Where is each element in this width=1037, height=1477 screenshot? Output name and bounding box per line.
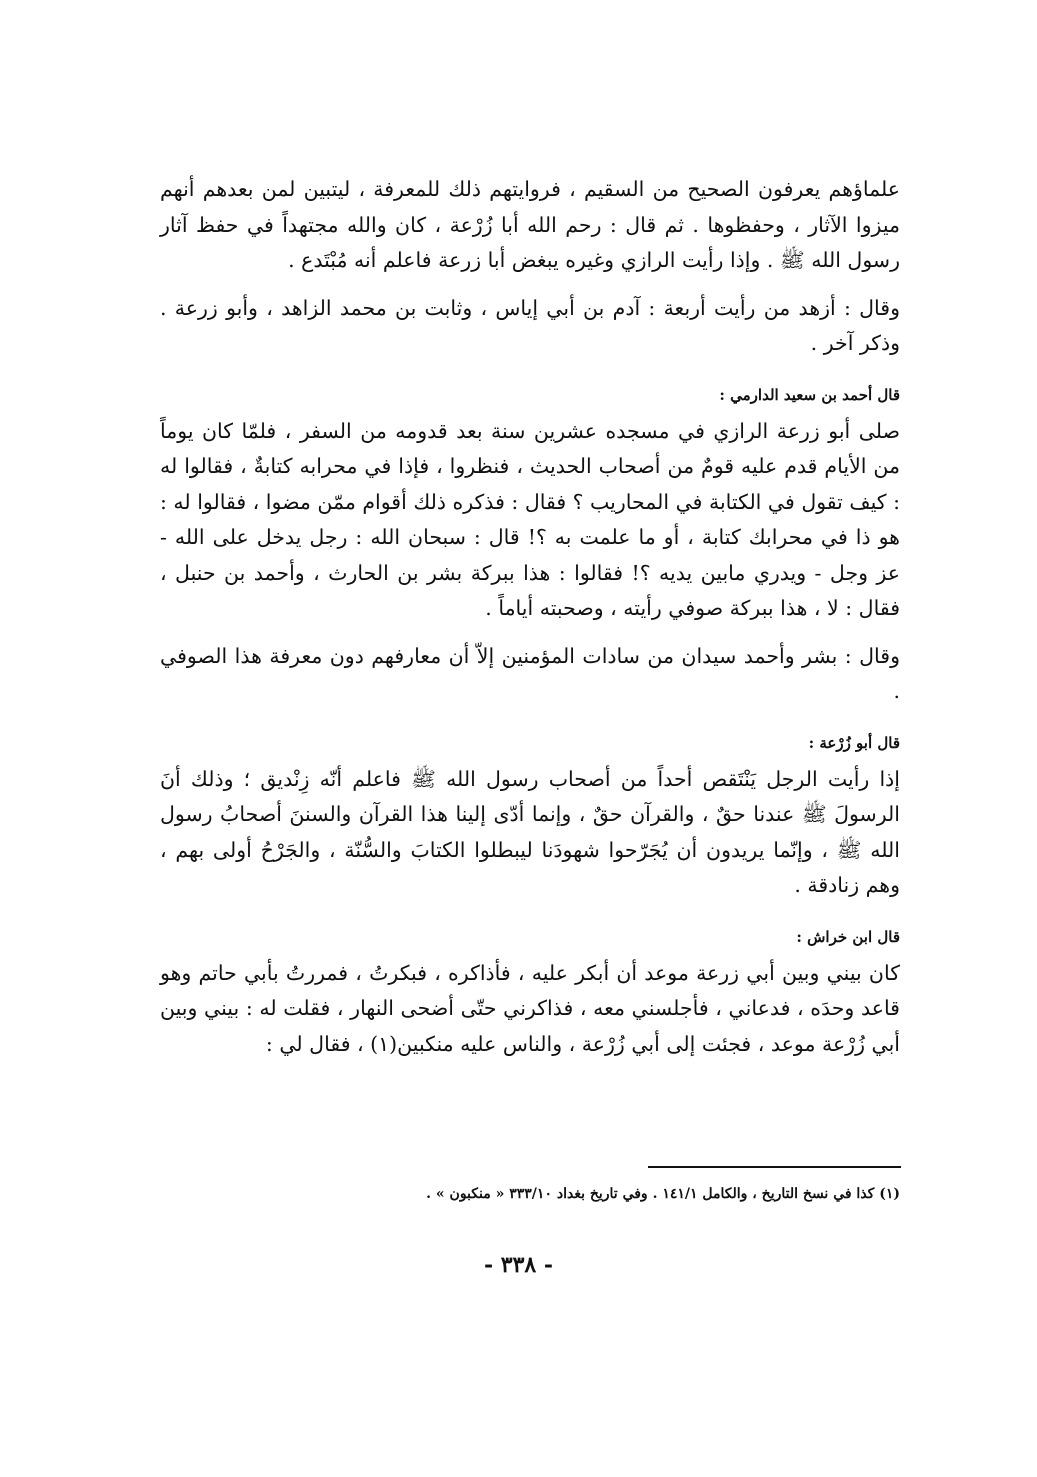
paragraph: وقال : بشر وأحمد سيدان من سادات المؤمنين إلاّ أن معارفهم دون معرفة هذا الصوفي . xyxy=(160,643,900,703)
section-heading: قال أبو زُرْعة : xyxy=(808,733,900,752)
paragraph: صلى أبو زرعة الرازي في مسجده عشرين سنة بعد قدومه من السفر ، فلمّا كان يوماً من الأيام قدم عليه قومٌ من أصحاب الحديث ، فنظروا ، فإذا في محرابه كتابةٌ ، فقالوا له : كيف تقول في الكتابة في المحاريب ؟ فقال : فذكره ذلك أقوام ممّن مضوا ، فقالوا له : هو ذا في محرابك كتابة ، أو ما علمت به ؟! قال : سبحان الله : رجل يدخل على الله - عز وجل - ويدري مابين يديه ؟! فقالوا : هذا ببركة بشر بن الحارث ، وأحمد بن حنبل ، فقال : لا ، هذا ببركة صوفي رأيته ، وصحبته أياماً . xyxy=(160,418,900,620)
page-number: - ٣٣٨ - xyxy=(483,1252,554,1278)
page-body xyxy=(160,172,900,1062)
section-heading: قال ابن خراش : xyxy=(796,927,900,946)
paragraph: وقال : أزهد من رأيت أربعة : آدم بن أبي إياس ، وثابت بن محمد الزاهد ، وأبو زرعة . وذكر آخر . xyxy=(160,295,900,355)
section-heading: قال أحمد بن سعيد الدارمي : xyxy=(719,385,900,404)
paragraph: علماؤهم يعرفون الصحيح من السقيم ، فروايتهم ذلك للمعرفة ، ليتبين لمن بعدهم أنهم ميزوا الآثار ، وحفظوها . ثم قال : رحم الله أبا زُرْعة ، كان والله مجتهداً في حفظ آثار رسول الله ﷺ . وإذا رأيت الرازي وغيره يبغض أبا زرعة فاعلم أنه مُبْتَدع . xyxy=(160,177,900,272)
footnote-separator xyxy=(648,1166,901,1168)
footnote: (١) كذا في نسخ التاريخ ، والكامل ١٤١/١ . وفي تاريخ بغداد ٣٣٣/١٠ « منكبون » . xyxy=(426,1186,900,1202)
paragraph: كان بيني وبين أبي زرعة موعد أن أبكر عليه ، فأذاكره ، فبكرتُ ، فمررتُ بأبي حاتم وهو قاعد وحدَه ، فدعاني ، فأجلسني معه ، فذاكرني حتّى أضحى النهار ، فقلت له : بيني وبين أبي زُرْعة موعد ، فجئت إلى أبي زُرْعة ، والناس عليه منكبين(١) ، فقال لي : xyxy=(160,960,900,1056)
paragraph: إذا رأيت الرجل يَنْتَقص أحداً من أصحاب رسول الله ﷺ فاعلم أنّه زِنْديق ؛ وذلك أنَ الرسولَ ﷺ عندنا حقٌ ، والقرآن حقٌ ، وإنما أدّى إلينا هذا القرآن والسننَ أصحابُ رسول الله ﷺ ، وإنّما يريدون أن يُجَرّحوا شهودَنا ليبطلوا الكتابَ والسُّنّة ، والجَرْحُ أولى بهم ، وهم زنادقة . xyxy=(160,766,900,897)
